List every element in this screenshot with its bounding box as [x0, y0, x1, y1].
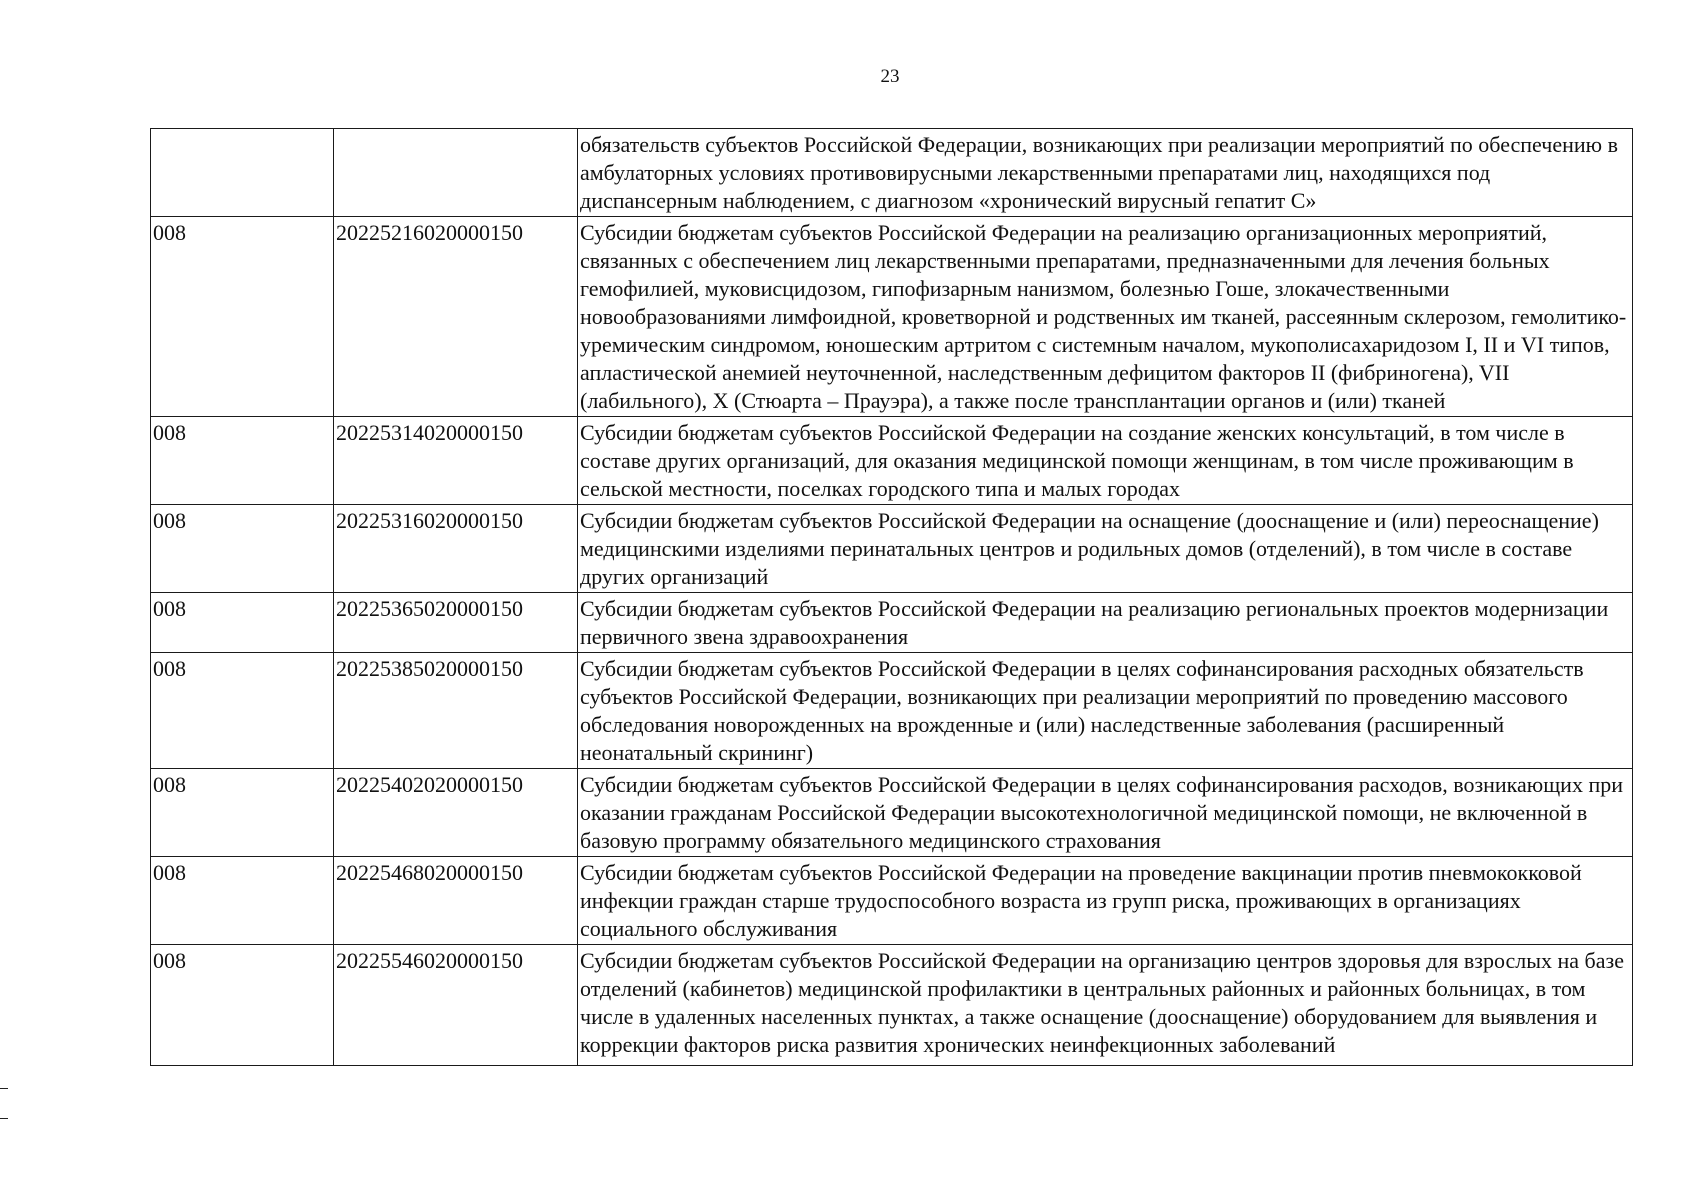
admin-code-cell: 008	[151, 505, 334, 593]
table-row	[151, 769, 1633, 857]
income-code-cell: 20225314020000150	[334, 417, 578, 505]
income-code-cell: 20225216020000150	[334, 217, 578, 417]
admin-code-cell: 008	[151, 593, 334, 653]
table-row	[151, 945, 1633, 1066]
income-code-cell: 20225402020000150	[334, 769, 578, 857]
description-cell: Субсидии бюджетам субъектов Российской Федерации на реализацию региональных проектов модернизации первичного звена здравоохранения	[578, 593, 1633, 653]
income-codes-table	[150, 128, 1633, 1066]
description-cell: Субсидии бюджетам субъектов Российской Федерации на проведение вакцинации против пневмококковой инфекции граждан старше трудоспособного возраста из групп риска, проживающих в организациях социального обслуживания	[578, 857, 1633, 945]
description-cell: Субсидии бюджетам субъектов Российской Федерации на реализацию организационных мероприятий, связанных с обеспечением лиц лекарственными препаратами, предназначенными для лечения больных гемофилией, муковисцидозом, гипофизарным нанизмом, болезнью Гоше, злокачественными новообразованиями лимфоидной, кроветворной и родственных им тканей, рассеянным склерозом, гемолитико-уремическим синдромом, юношеским артритом с системным началом, мукополисахаридозом I, II и VI типов, апластической анемией неуточненной, наследственным дефицитом факторов II (фибриногена), VII (лабильного), X (Стюарта – Прауэра), а также после трансплантации органов и (или) тканей	[578, 217, 1633, 417]
description-cell: Субсидии бюджетам субъектов Российской Федерации на оснащение (дооснащение и (или) переоснащение) медицинскими изделиями перинатальных центров и родильных домов (отделений), в том числе в составе других организаций	[578, 505, 1633, 593]
margin-mark	[0, 1118, 8, 1119]
admin-code-cell: 008	[151, 217, 334, 417]
income-code-cell: 20225365020000150	[334, 593, 578, 653]
margin-mark	[0, 1088, 8, 1089]
table-row	[151, 217, 1633, 417]
description-cell: Субсидии бюджетам субъектов Российской Федерации на создание женских консультаций, в том числе в составе других организаций, для оказания медицинской помощи женщинам, в том числе проживающим в сельской местности, поселках городского типа и малых городах	[578, 417, 1633, 505]
income-code-cell: 20225468020000150	[334, 857, 578, 945]
table-row	[151, 129, 1633, 217]
admin-code-cell: 008	[151, 857, 334, 945]
table-row	[151, 417, 1633, 505]
table-row	[151, 593, 1633, 653]
income-code-cell: 20225316020000150	[334, 505, 578, 593]
description-cell: обязательств субъектов Российской Федерации, возникающих при реализации мероприятий по обеспечению в амбулаторных условиях противовирусными лекарственными препаратами лиц, находящихся под диспансерным наблюдением, с диагнозом «хронический вирусный гепатит С»	[578, 129, 1633, 217]
description-cell: Субсидии бюджетам субъектов Российской Федерации в целях софинансирования расходов, возникающих при оказании гражданам Российской Федерации высокотехнологичной медицинской помощи, не включенной в базовую программу обязательного медицинского страхования	[578, 769, 1633, 857]
table-row	[151, 505, 1633, 593]
description-cell: Субсидии бюджетам субъектов Российской Федерации в целях софинансирования расходных обязательств субъектов Российской Федерации, возникающих при реализации мероприятий по проведению массового обследования новорожденных на врожденные и (или) наследственные заболевания (расширенный неонатальный скрининг)	[578, 653, 1633, 769]
income-code-cell	[334, 129, 578, 217]
description-cell: Субсидии бюджетам субъектов Российской Федерации на организацию центров здоровья для взрослых на базе отделений (кабинетов) медицинской профилактики в центральных районных и районных больницах, в том числе в удаленных населенных пунктах, а также оснащение (дооснащение) оборудованием для выявления и коррекции факторов риска развития хронических неинфекционных заболеваний	[578, 945, 1633, 1066]
income-code-cell: 20225546020000150	[334, 945, 578, 1066]
page-number: 23	[880, 66, 900, 87]
admin-code-cell	[151, 129, 334, 217]
admin-code-cell: 008	[151, 417, 334, 505]
table-row	[151, 857, 1633, 945]
table-row	[151, 653, 1633, 769]
income-code-cell: 20225385020000150	[334, 653, 578, 769]
admin-code-cell: 008	[151, 769, 334, 857]
admin-code-cell: 008	[151, 945, 334, 1066]
admin-code-cell: 008	[151, 653, 334, 769]
